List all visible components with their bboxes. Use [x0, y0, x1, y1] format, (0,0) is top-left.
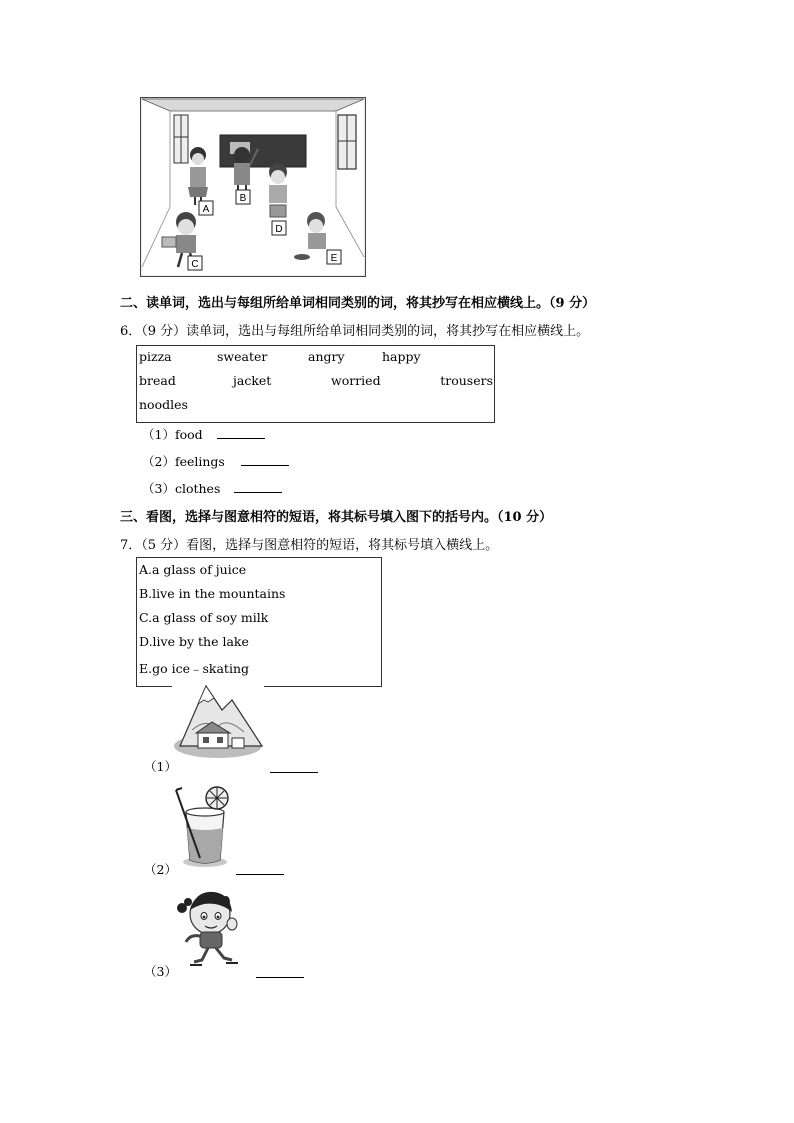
category-label: feelings: [174, 454, 225, 469]
mountain-house-picture: [172, 680, 264, 762]
category-label: clothes: [174, 481, 221, 496]
scene-label-a: [199, 201, 213, 215]
classroom-scene-drawing: [140, 97, 366, 277]
scene-label-d: [272, 221, 286, 235]
q6-item-food: [142, 425, 265, 443]
word-bank-item: trousers: [440, 373, 493, 388]
svg-text:C: C: [191, 259, 199, 270]
svg-text:B: B: [239, 193, 247, 204]
word-bank-item: happy: [382, 349, 421, 364]
word-bank-item: sweater: [217, 349, 268, 364]
item-number: （1）: [144, 759, 177, 774]
category-label: food: [174, 427, 203, 442]
item-number: （2）: [144, 862, 177, 877]
item-number: （1）: [142, 427, 175, 442]
answer-blank[interactable]: [241, 464, 289, 466]
q7-item-2: [144, 860, 177, 878]
scene-label-e: [327, 250, 341, 264]
svg-text:A: A: [202, 204, 210, 215]
juice-glass-picture: [174, 782, 234, 868]
answer-blank[interactable]: [217, 437, 265, 439]
item-number: （2）: [142, 454, 175, 469]
scene-label-b: [236, 190, 250, 204]
svg-text:E: E: [330, 253, 338, 264]
classroom-scene-image: [140, 97, 366, 277]
q7-item-1: [144, 757, 177, 775]
answer-blank[interactable]: [256, 976, 304, 978]
word-bank-item: pizza: [139, 349, 172, 364]
word-bank-item: jacket: [233, 373, 272, 388]
answer-blank[interactable]: [234, 491, 282, 493]
q6-item-clothes: [142, 479, 282, 497]
word-bank-item: angry: [308, 349, 345, 364]
option-d: D.live by the lake: [139, 634, 249, 649]
scene-label-c: [188, 256, 202, 270]
section3-heading: 三、看图，选择与图意相符的短语，将其标号填入图下的括号内。（10 分）: [120, 510, 553, 525]
answer-blank[interactable]: [236, 873, 284, 875]
option-e: E.go ice﹣skating: [139, 661, 250, 676]
word-bank-box: [136, 345, 495, 423]
options-box: [136, 557, 382, 687]
q7-item-3: [144, 962, 177, 980]
girl-skating-picture: [174, 884, 256, 968]
item-number: （3）: [144, 964, 177, 979]
answer-blank[interactable]: [270, 771, 318, 773]
question-6-prompt: 6．（9 分）读单词，选出与每组所给单词相同类别的词，将其抄写在相应横线上。: [120, 324, 590, 339]
word-bank-item: bread: [139, 373, 176, 388]
section2-heading: 二、读单词，选出与每组所给单词相同类别的词，将其抄写在相应横线上。（9 分）: [120, 296, 596, 311]
word-bank-item: noodles: [139, 397, 188, 412]
option-a: A.a glass of juice: [139, 562, 247, 577]
option-b: B.live in the mountains: [139, 586, 286, 601]
svg-text:D: D: [275, 224, 283, 235]
word-bank-item: worried: [331, 373, 381, 388]
option-c: C.a glass of soy milk: [139, 610, 269, 625]
question-7-prompt: 7．（5 分）看图，选择与图意相符的短语，将其标号填入横线上。: [120, 538, 499, 553]
q6-item-feelings: [142, 452, 289, 470]
item-number: （3）: [142, 481, 175, 496]
